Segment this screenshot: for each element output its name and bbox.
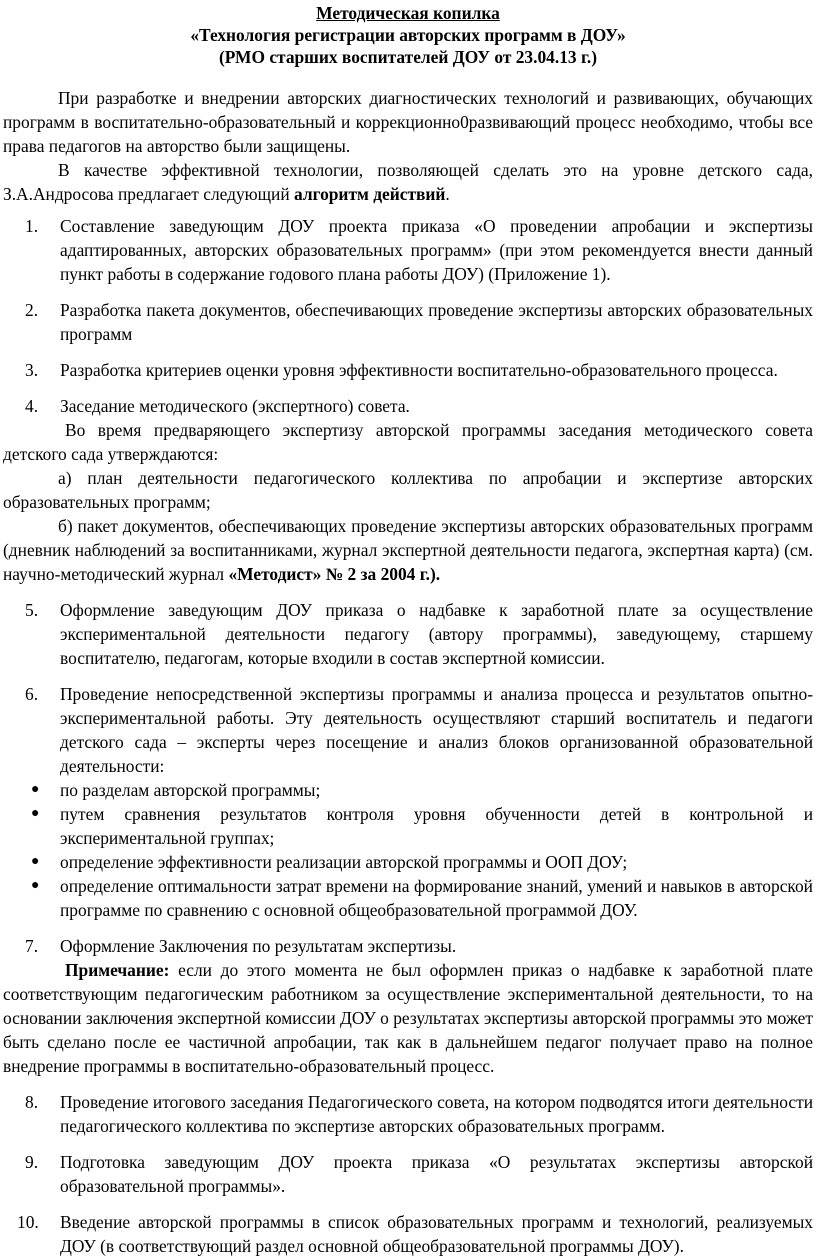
document-title: «Технология регистрации авторских программ в ДОУ» <box>190 25 626 45</box>
step4-details-intro: Во время предваряющего экспертизу авторской программы заседания методического совета детского сада утверждаются: <box>3 420 813 464</box>
list-number: 6. <box>25 684 39 704</box>
list-item-text: Оформление Заключения по результатам экспертизы. <box>60 936 457 956</box>
list-item-step-6 <box>3 682 813 778</box>
journal-reference: «Методист» № 2 за 2004 г.). <box>228 564 441 584</box>
list-item-text: Заседание методического (экспертного) совета. <box>60 396 410 416</box>
note-paragraph: Примечание: если до этого момента не был оформлен приказ о надбавке к заработной плате соответствующим педагогическим работником за осуществление экспериментальной деятельности, то на основании заключения экспертной комиссии ДОУ о результатах экспертизы авторской программы это может быть сделано после ее частичной апробации, так как в дальнейшем педагог получает право на полное внедрение программы в воспитательно-образовательный процесс. <box>3 960 813 1076</box>
bullet-text: определение эффективности реализации авторской программы и ООП ДОУ; <box>60 852 628 872</box>
list-item-text: Проведение итогового заседания Педагогического совета, на котором подводятся итоги деятельности педагогического коллектива по экспертизе авторских образовательных программ. <box>60 1092 813 1136</box>
list-item-step-8 <box>3 1090 813 1138</box>
step4-detail-b: б) пакет документов, обеспечивающих проведение экспертизы авторских образовательных программ (дневник наблюдений за воспитанниками, журнал экспертной деятельности педагога, экспертная карта) (см. научно-методический журнал «Методист» № 2 за 2004 г.). <box>3 516 813 584</box>
bullet-item <box>3 850 813 874</box>
list-number: 5. <box>25 600 39 620</box>
intro-paragraph: При разработке и внедрении авторских диагностических технологий и развивающих, обучающих программ в воспитательно-образовательный и коррекционно0развивающий процесс необходимо, чтобы все права педагогов на авторство были защищены. <box>3 88 813 156</box>
bullet-item <box>3 778 813 802</box>
document-subtitle: (РМО старших воспитателей ДОУ от 23.04.13 г.) <box>218 47 598 67</box>
list-number: 3. <box>25 360 39 380</box>
list-item-text: Оформление заведующим ДОУ приказа о надбавке к заработной плате за осуществление экспериментальной деятельности педагогу (автору программы), заведующему, старшему воспитателю, педагогам, которые входили в состав экспертной комиссии. <box>60 600 813 668</box>
bullet-text: по разделам авторской программы; <box>60 780 321 800</box>
list-number: 1. <box>25 216 39 236</box>
bullet-icon: ● <box>31 782 40 797</box>
list-item-step-2 <box>3 298 813 346</box>
list-number: 4. <box>25 396 39 416</box>
list-item-step-7 <box>3 934 813 958</box>
list-item-step-4 <box>3 394 813 418</box>
list-item-text: Подготовка заведующим ДОУ проекта приказа «О результатах экспертизы авторской образовательной программы». <box>60 1152 813 1196</box>
list-item-step-9 <box>3 1150 813 1198</box>
bullet-icon: ● <box>31 854 40 869</box>
list-item-text: Проведение непосредственной экспертизы программы и анализа процесса и результатов опытно-экспериментальной работы. Эту деятельность осуществляют старший воспитатель и педагоги детского сада – эксперты через посещение и анализ блоков организованной образовательной деятельности: <box>60 684 813 776</box>
list-number: 8. <box>25 1092 39 1112</box>
bullet-item <box>3 802 813 850</box>
list-item-step-5 <box>3 598 813 670</box>
list-number: 2. <box>25 300 39 320</box>
list-number: 10. <box>17 1212 39 1232</box>
list-number: 7. <box>25 936 39 956</box>
document-heading: Методическая копилка <box>316 3 500 23</box>
list-item-text: Разработка критериев оценки уровня эффективности воспитательно-образовательного процесса. <box>60 360 778 380</box>
note-label: Примечание: <box>65 960 170 980</box>
list-item-step-1 <box>3 214 813 286</box>
bullet-text: путем сравнения результатов контроля уровня обученности детей в контрольной и экспериментальной группах; <box>60 804 813 848</box>
list-item-step-3 <box>3 358 813 382</box>
bullet-icon: ● <box>31 806 40 821</box>
list-item-text: Составление заведующим ДОУ проекта приказа «О проведении апробации и экспертизы адаптированных, авторских образовательных программ» (при этом рекомендуется внести данный пункт работы в содержание годового плана работы ДОУ) (Приложение 1). <box>60 216 813 284</box>
bullet-text: определение оптимальности затрат времени на формирование знаний, умений и навыков в авторской программе по сравнению с основной общеобразовательной программой ДОУ. <box>60 876 813 920</box>
algorithm-intro-paragraph: В качестве эффективной технологии, позволяющей сделать это на уровне детского сада, З.А.Андросова предлагает следующий алгоритм действий. <box>3 160 813 204</box>
step4-detail-a: а) план деятельности педагогического коллектива по апробации и экспертизе авторских образовательных программ; <box>3 468 813 512</box>
list-item-text: Введение авторской программы в список образовательных программ и технологий, реализуемых ДОУ (в соответствующий раздел основной общеобразовательной программы ДОУ). <box>60 1212 813 1256</box>
list-number: 9. <box>25 1152 39 1172</box>
list-item-text: Разработка пакета документов, обеспечивающих проведение экспертизы авторских образовательных программ <box>60 300 813 344</box>
algorithm-emphasis: алгоритм действий <box>294 184 446 204</box>
list-item-step-10 <box>3 1210 813 1258</box>
bullet-item <box>3 874 813 922</box>
bullet-icon: ● <box>31 878 40 893</box>
